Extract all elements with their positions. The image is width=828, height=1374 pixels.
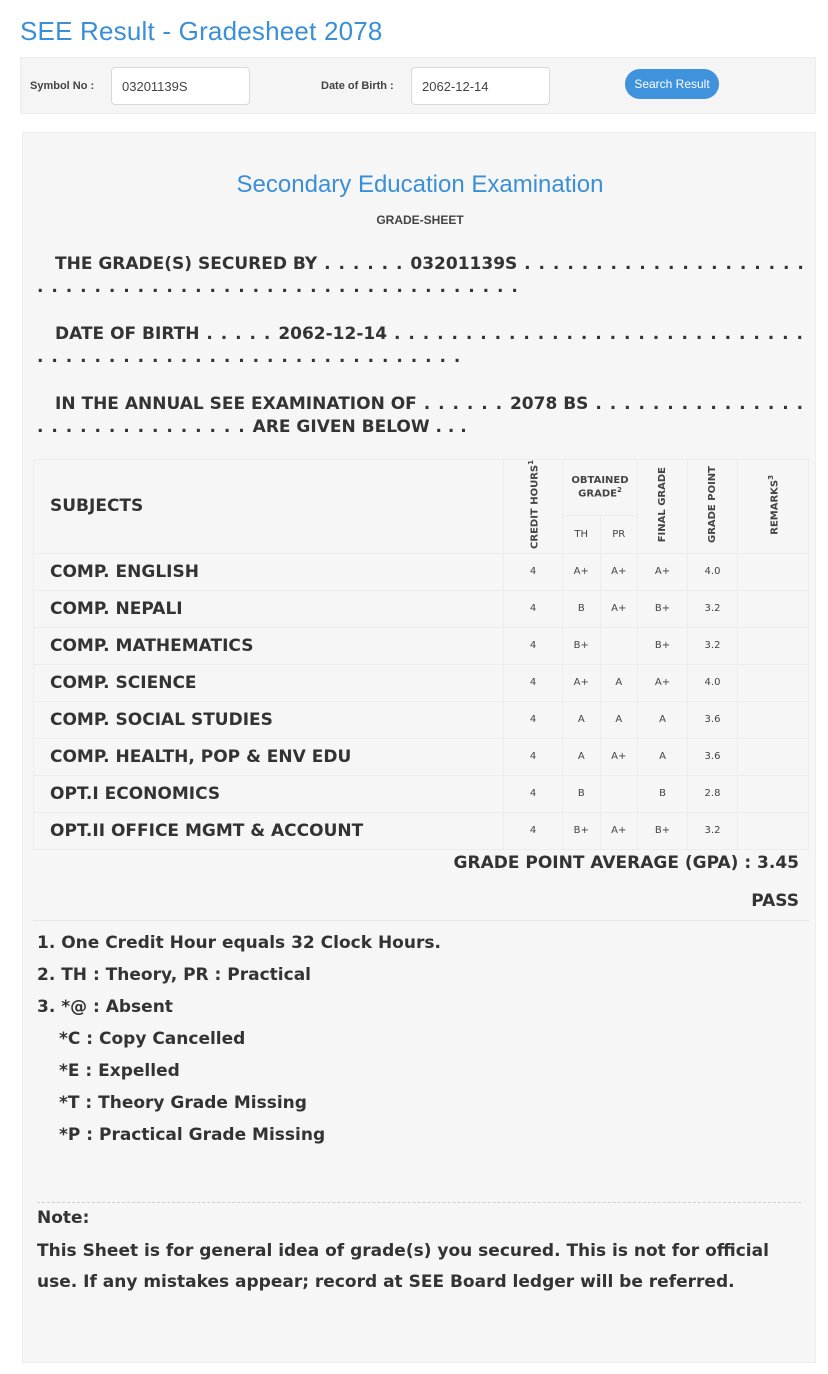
- final-grade-value: B: [638, 775, 688, 812]
- dob-line: DATE OF BIRTH . . . . . 2062-12-14 . . . . . . . . . . . . . . . . . . . . . . . . . . . . . . . . . . . . . . . . . . . . . . . . . . . . . . . . . . .: [37, 324, 804, 367]
- final-grade-value: A: [638, 738, 688, 775]
- subject-name: COMP. HEALTH, POP & ENV EDU: [34, 738, 504, 775]
- grade-point-value: 3.2: [688, 812, 738, 849]
- subject-name: COMP. ENGLISH: [34, 553, 504, 590]
- note-text: This Sheet is for general idea of grade(s) you secured. This is not for official use. If any mistakes appear; record at SEE Board ledger will be referred.: [37, 1241, 769, 1292]
- note-title: Note:: [37, 1208, 90, 1228]
- th-grade-value: A: [563, 701, 601, 738]
- th-grade-value: B: [563, 775, 601, 812]
- th-grade-value: A: [563, 738, 601, 775]
- credit-hours-value: 4: [504, 553, 563, 590]
- dob-prefix: DATE OF BIRTH: [55, 324, 200, 344]
- th-grade-value: B+: [563, 812, 601, 849]
- credit-hours-header: CREDIT HOURS$^1$: [504, 460, 563, 554]
- th-grade-value: A+: [563, 553, 601, 590]
- subject-name: COMP. MATHEMATICS: [34, 627, 504, 664]
- page-title: SEE Result - Gradesheet 2078: [20, 16, 383, 46]
- symbol-no-label: Symbol No :: [30, 80, 95, 92]
- remarks-value: [738, 701, 809, 738]
- symbol-no-input[interactable]: [111, 67, 250, 105]
- table-row: [34, 553, 809, 590]
- credit-hours-value: 4: [504, 812, 563, 849]
- remarks-value: [738, 775, 809, 812]
- subject-name: COMP. SOCIAL STUDIES: [34, 701, 504, 738]
- remarks-header: REMARKS$^3$: [738, 460, 809, 554]
- remarks-value: [738, 627, 809, 664]
- grade-point-value: 3.6: [688, 738, 738, 775]
- grades-table: [33, 459, 809, 850]
- dob-label: Date of Birth :: [321, 80, 394, 92]
- pr-grade-value: A+: [600, 738, 638, 775]
- footnote-practical-missing: *P : Practical Grade Missing: [59, 1125, 326, 1145]
- grade-point-value: 3.2: [688, 590, 738, 627]
- note-divider: [37, 1202, 801, 1203]
- remarks-value: [738, 664, 809, 701]
- credit-hours-value: 4: [504, 590, 563, 627]
- table-row: [34, 664, 809, 701]
- subject-name: OPT.I ECONOMICS: [34, 775, 504, 812]
- remarks-value: [738, 553, 809, 590]
- th-grade-value: A+: [563, 664, 601, 701]
- footnote-expelled: *E : Expelled: [59, 1061, 180, 1081]
- dob-value: 2062-12-14: [278, 324, 388, 344]
- gpa-text: GRADE POINT AVERAGE (GPA) : 3.45: [453, 853, 799, 873]
- th-grade-value: B: [563, 590, 601, 627]
- footnote-copy-cancelled: *C : Copy Cancelled: [59, 1029, 246, 1049]
- exam-title: Secondary Education Examination: [236, 171, 604, 198]
- table-row: [34, 775, 809, 812]
- grade-point-header: GRADE POINT: [688, 460, 738, 554]
- grade-point-value: 4.0: [688, 553, 738, 590]
- final-grade-value: B+: [638, 812, 688, 849]
- result-status: PASS: [751, 891, 799, 911]
- pr-grade-value: A+: [600, 812, 638, 849]
- credit-hours-value: 4: [504, 627, 563, 664]
- exam-prefix: IN THE ANNUAL SEE EXAMINATION OF: [55, 394, 417, 414]
- remarks-value: [738, 738, 809, 775]
- credit-hours-value: 4: [504, 664, 563, 701]
- remarks-value: [738, 590, 809, 627]
- pr-header: PR: [600, 515, 638, 553]
- dob-input[interactable]: [411, 67, 550, 105]
- grade-sheet: [22, 132, 816, 1363]
- subjects-header: SUBJECTS: [34, 460, 504, 554]
- footnote-absent: 3. *@ : Absent: [37, 997, 173, 1017]
- secured-by-line: THE GRADE(S) SECURED BY . . . . . . 03201139S . . . . . . . . . . . . . . . . . . . . . . . . . . . . . . . . . . . . . . . . . . . . . . . . . . . . . .: [37, 254, 805, 297]
- final-grade-value: A+: [638, 553, 688, 590]
- pr-grade-value: [600, 775, 638, 812]
- credit-hours-value: 4: [504, 775, 563, 812]
- table-row: [34, 590, 809, 627]
- search-result-button[interactable]: Search Result: [625, 69, 719, 99]
- final-grade-value: B+: [638, 590, 688, 627]
- pr-grade-value: A+: [600, 553, 638, 590]
- pr-grade-value: A+: [600, 590, 638, 627]
- exam-suffix: ARE GIVEN BELOW . . .: [252, 417, 467, 437]
- pr-grade-value: A: [600, 664, 638, 701]
- divider: [33, 920, 809, 921]
- subject-name: OPT.II OFFICE MGMT & ACCOUNT: [34, 812, 504, 849]
- th-header: TH: [563, 515, 601, 553]
- final-grade-value: A: [638, 701, 688, 738]
- th-grade-value: B+: [563, 627, 601, 664]
- credit-hours-value: 4: [504, 701, 563, 738]
- table-row: [34, 812, 809, 849]
- grade-sheet-subtitle: GRADE-SHEET: [376, 213, 464, 227]
- credit-hours-value: 4: [504, 738, 563, 775]
- table-row: [34, 701, 809, 738]
- table-row: [34, 627, 809, 664]
- footnote-theory-missing: *T : Theory Grade Missing: [59, 1093, 307, 1113]
- obtained-grade-header: OBTAINED GRADE$^2$: [563, 460, 638, 516]
- table-row: [34, 738, 809, 775]
- pr-grade-value: A: [600, 701, 638, 738]
- subject-name: COMP. NEPALI: [34, 590, 504, 627]
- grade-point-value: 3.2: [688, 627, 738, 664]
- pr-grade-value: [600, 627, 638, 664]
- search-form: [20, 57, 816, 114]
- secured-by-prefix: THE GRADE(S) SECURED BY: [55, 254, 318, 274]
- subject-name: COMP. SCIENCE: [34, 664, 504, 701]
- footnote-th-pr: 2. TH : Theory, PR : Practical: [37, 965, 312, 985]
- grade-point-value: 2.8: [688, 775, 738, 812]
- exam-value: 2078 BS: [509, 394, 589, 414]
- footnote-credit-hour: 1. One Credit Hour equals 32 Clock Hours.: [37, 933, 441, 953]
- grade-point-value: 4.0: [688, 664, 738, 701]
- grade-point-value: 3.6: [688, 701, 738, 738]
- final-grade-header: FINAL GRADE: [638, 460, 688, 554]
- final-grade-value: B+: [638, 627, 688, 664]
- remarks-value: [738, 812, 809, 849]
- footnotes: [37, 931, 441, 1155]
- secured-by-value: 03201139S: [410, 254, 518, 274]
- final-grade-value: A+: [638, 664, 688, 701]
- exam-line: IN THE ANNUAL SEE EXAMINATION OF . . . . . . 2078 BS . . . . . . . . . . . . . . . . . . . . . . . . . . . . . . ARE GIVEN BELOW . . .: [37, 394, 805, 437]
